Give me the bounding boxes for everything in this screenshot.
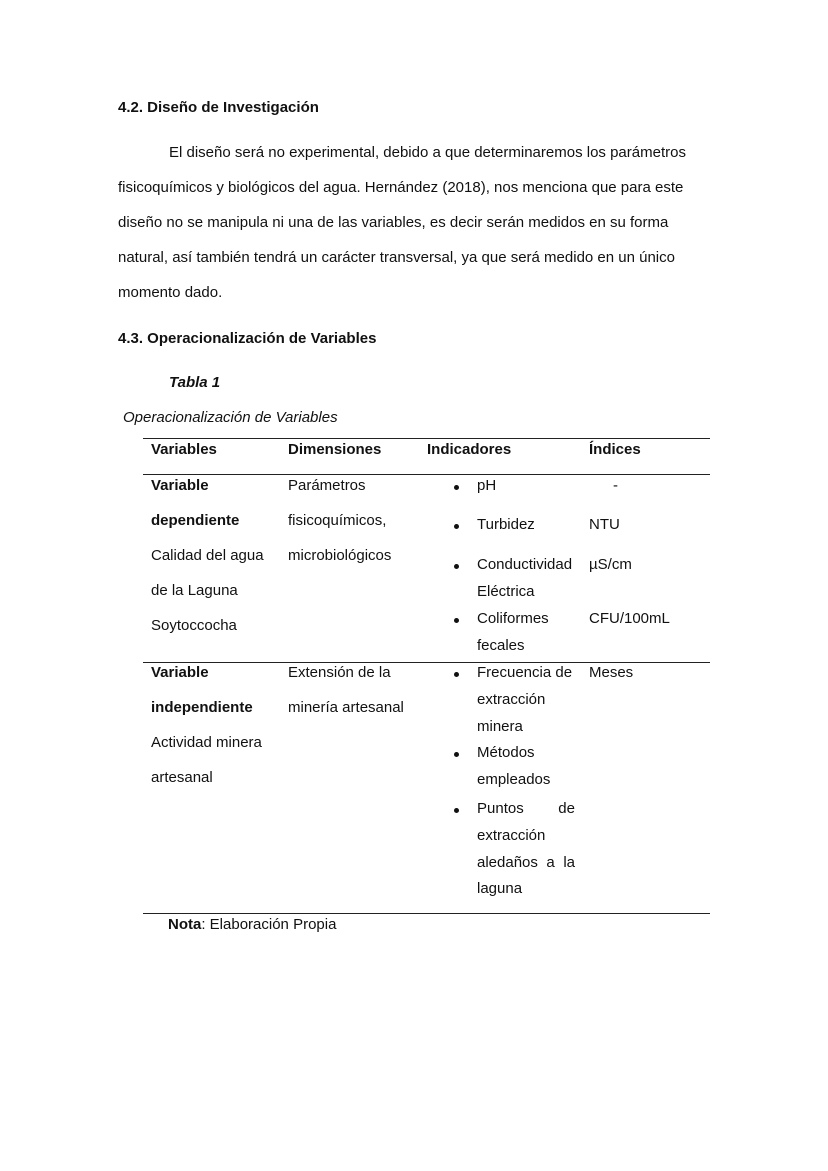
note-label: Nota	[168, 916, 202, 933]
indicator-text: extracción	[477, 827, 546, 844]
indicator-text: Turbidez	[477, 516, 535, 533]
variable-desc: artesanal	[151, 769, 213, 786]
indicator-text: Frecuencia de	[477, 664, 573, 681]
variable-desc: Soytoccocha	[151, 617, 237, 634]
paragraph-line: El diseño será no experimental, debido a que determinaremos los parámetros	[169, 144, 686, 161]
dimension-text: fisicoquímicos,	[288, 512, 387, 529]
bullet-icon	[454, 808, 459, 813]
dimension-text: Extensión de la	[288, 664, 391, 681]
indicator-text: Métodos	[477, 744, 535, 761]
table-header-rule	[143, 474, 710, 475]
section-heading-4-3: 4.3. Operacionalización de Variables	[118, 330, 377, 347]
index-text: Meses	[589, 664, 634, 681]
index-text: µS/cm	[589, 556, 632, 573]
dimension-text: Parámetros	[288, 477, 366, 494]
indicator-text: aledaños a la	[477, 854, 575, 871]
variable-name: Variable	[151, 664, 209, 681]
table-top-rule	[143, 438, 710, 439]
column-header-indicadores: Indicadores	[427, 441, 512, 458]
variable-type: independiente	[151, 699, 253, 716]
table-bottom-rule	[143, 913, 710, 914]
dimension-text: microbiológicos	[288, 547, 392, 564]
note-text: : Elaboración Propia	[201, 916, 337, 933]
indicator-text: Eléctrica	[477, 583, 535, 600]
paragraph-line: momento dado.	[118, 284, 223, 301]
bullet-icon	[454, 564, 459, 569]
paragraph-line: diseño no se manipula ni una de las variables, es decir serán medidos en su forma	[118, 214, 669, 231]
bullet-icon	[454, 672, 459, 677]
table-note	[168, 916, 336, 933]
indicator-text: pH	[477, 477, 497, 494]
indicator-text: fecales	[477, 637, 525, 654]
indicator-text: minera	[477, 718, 523, 735]
column-header-dimensiones: Dimensiones	[288, 441, 382, 458]
index-text: -	[613, 477, 618, 494]
dimension-text: minería artesanal	[288, 699, 404, 716]
indicator-text: Conductividad	[477, 556, 573, 573]
section-heading-4-2: 4.2. Diseño de Investigación	[118, 99, 319, 116]
bullet-icon	[454, 524, 459, 529]
table-title: Operacionalización de Variables	[123, 409, 338, 426]
bullet-icon	[454, 485, 459, 490]
column-header-variables: Variables	[151, 441, 217, 458]
variable-desc: de la Laguna	[151, 582, 238, 599]
bullet-icon	[454, 618, 459, 623]
index-text: NTU	[589, 516, 620, 533]
variable-desc: Calidad del agua	[151, 547, 264, 564]
table-label: Tabla 1	[169, 374, 221, 391]
paragraph-line: fisicoquímicos y biológicos del agua. Hernández (2018), nos menciona que para este	[118, 179, 684, 196]
indicator-text: empleados	[477, 771, 551, 788]
indicator-text: extracción	[477, 691, 546, 708]
indicator-text: Puntos de	[477, 800, 575, 817]
indicator-text: Coliformes	[477, 610, 549, 627]
indicator-text: laguna	[477, 880, 523, 897]
index-text: CFU/100mL	[589, 610, 670, 627]
bullet-icon	[454, 752, 459, 757]
paragraph-line: natural, así también tendrá un carácter transversal, ya que será medido en un único	[118, 249, 675, 266]
variable-desc: Actividad minera	[151, 734, 262, 751]
column-header-indices: Índices	[589, 441, 641, 458]
variable-name: Variable	[151, 477, 209, 494]
table-row-separator	[143, 662, 710, 663]
variable-type: dependiente	[151, 512, 240, 529]
